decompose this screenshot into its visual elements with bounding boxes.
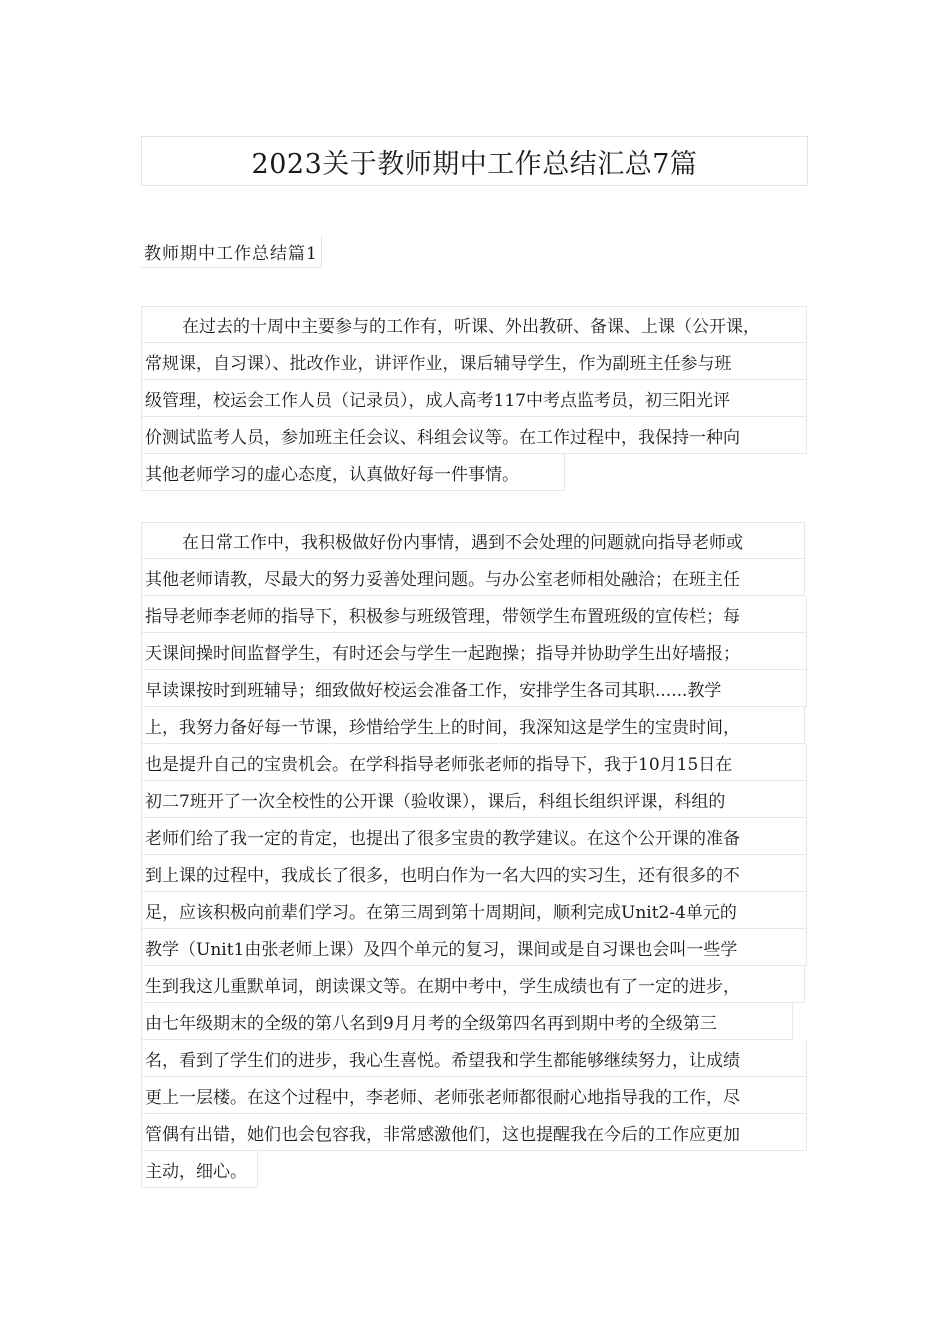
paragraph-line: 生到我这儿重默单词，朗读课文等。在期中考中，学生成绩也有了一定的进步， [141, 966, 805, 1003]
paragraph-line: 常规课，自习课）、批改作业，讲评作业，课后辅导学生，作为副班主任参与班 [141, 343, 807, 380]
paragraph-line: 教学（Unit1由张老师上课）及四个单元的复习，课间或是自习课也会叫一些学 [141, 929, 807, 966]
paragraph-line: 其他老师请教，尽最大的努力妥善处理问题。与办公室老师相处融洽；在班主任 [141, 559, 805, 596]
paragraph-line: 上，我努力备好每一节课，珍惜给学生上的时间，我深知这是学生的宝贵时间， [141, 707, 805, 744]
paragraph-line: 早读课按时到班辅导；细致做好校运会准备工作，安排学生各司其职......教学 [141, 670, 807, 707]
paragraph-line: 由七年级期末的全级的第八名到9月月考的全级第四名再到期中考的全级第三 [141, 1003, 793, 1040]
paragraph-line: 在日常工作中，我积极做好份内事情，遇到不会处理的问题就向指导老师或 [141, 522, 805, 559]
paragraph-line: 也是提升自己的宝贵机会。在学科指导老师张老师的指导下，我于10月15日在 [141, 744, 807, 781]
paragraph-line: 天课间操时间监督学生，有时还会与学生一起跑操；指导并协助学生出好墙报； [141, 633, 807, 670]
paragraph-line: 其他老师学习的虚心态度，认真做好每一件事情。 [141, 454, 565, 491]
paragraph-line: 到上课的过程中，我成长了很多，也明白作为一名大四的实习生，还有很多的不 [141, 855, 807, 892]
paragraph-line: 老师们给了我一定的肯定，也提出了很多宝贵的教学建议。在这个公开课的准备 [141, 818, 807, 855]
paragraph-line: 指导老师李老师的指导下，积极参与班级管理，带领学生布置班级的宣传栏；每 [141, 596, 807, 633]
document-title: 2023关于教师期中工作总结汇总7篇 [251, 148, 698, 180]
title-box [141, 136, 808, 186]
section-heading: 教师期中工作总结篇1 [144, 244, 318, 264]
section-heading-box [141, 236, 322, 268]
paragraph-line: 更上一层楼。在这个过程中，李老师、老师张老师都很耐心地指导我的工作，尽 [141, 1077, 807, 1114]
paragraph-line: 名，看到了学生们的进步，我心生喜悦。希望我和学生都能够继续努力，让成绩 [141, 1040, 807, 1077]
paragraph-2 [141, 522, 807, 1188]
paragraph-line: 级管理，校运会工作人员（记录员），成人高考117中考点监考员，初三阳光评 [141, 380, 807, 417]
paragraph-line: 初二7班开了一次全校性的公开课（验收课），课后，科组长组织评课，科组的 [141, 781, 807, 818]
paragraph-1 [141, 306, 807, 491]
paragraph-line: 足，应该积极向前辈们学习。在第三周到第十周期间，顺利完成Unit2-4单元的 [141, 892, 807, 929]
paragraph-line: 主动，细心。 [141, 1151, 258, 1188]
paragraph-line: 在过去的十周中主要参与的工作有，听课、外出教研、备课、上课（公开课， [141, 306, 807, 343]
paragraph-line: 价测试监考人员，参加班主任会议、科组会议等。在工作过程中，我保持一种向 [141, 417, 807, 454]
paragraph-line: 管偶有出错，她们也会包容我，非常感激他们，这也提醒我在今后的工作应更加 [141, 1114, 807, 1151]
